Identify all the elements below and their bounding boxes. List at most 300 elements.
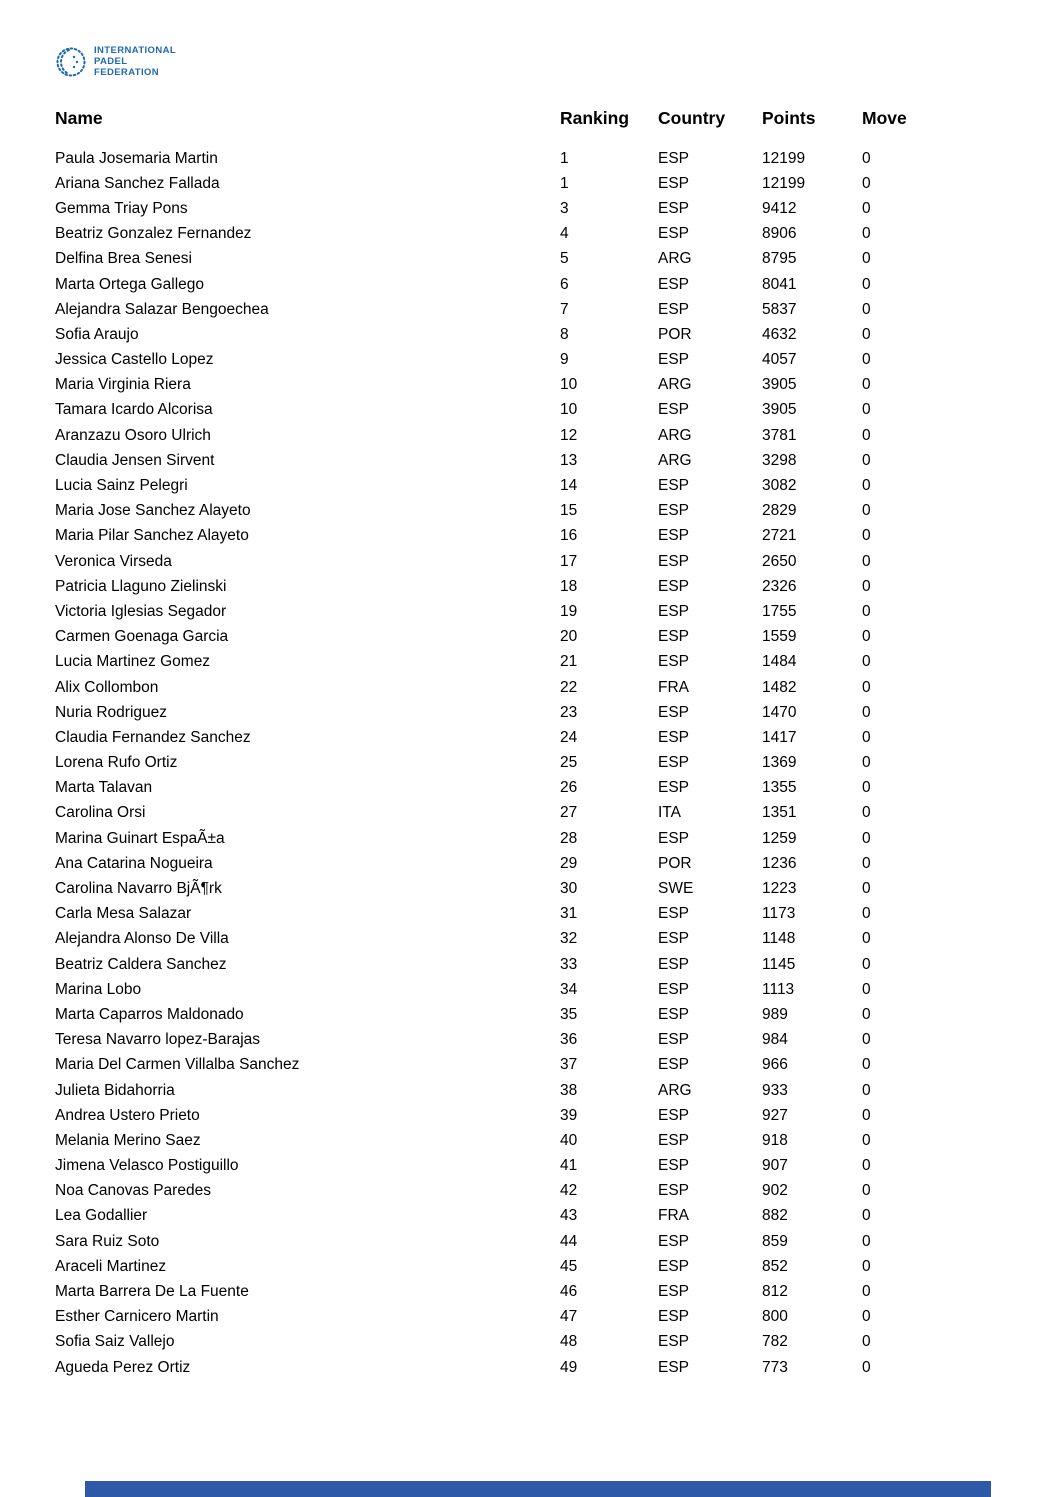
table-row: [55, 1229, 1005, 1254]
table-header-row: [55, 108, 1005, 146]
cell-country: ESP: [658, 1257, 690, 1275]
padel-ball-icon: [55, 46, 87, 78]
cell-country: ESP: [658, 552, 690, 570]
cell-move: 0: [862, 577, 871, 595]
cell-country: ESP: [658, 401, 690, 419]
cell-country: ARG: [658, 426, 692, 444]
cell-name: Sara Ruiz Soto: [55, 1232, 160, 1250]
cell-points: 1236: [762, 854, 797, 872]
cell-move: 0: [862, 678, 871, 696]
table-row: [55, 348, 1005, 373]
cell-name: Maria Jose Sanchez Alayeto: [55, 502, 251, 520]
cell-country: ARG: [658, 451, 692, 469]
cell-name: Esther Carnicero Martin: [55, 1308, 219, 1326]
cell-name: Carla Mesa Salazar: [55, 905, 192, 923]
cell-name: Carolina Orsi: [55, 804, 146, 822]
cell-name: Beatriz Gonzalez Fernandez: [55, 225, 252, 243]
cell-points: 4057: [762, 351, 797, 369]
cell-points: 1148: [762, 930, 796, 948]
cell-points: 1145: [762, 955, 796, 973]
cell-ranking: 20: [560, 628, 578, 646]
header-name: Name: [55, 108, 103, 128]
table-row: [55, 146, 1005, 171]
table-row: [55, 650, 1005, 675]
cell-ranking: 12: [560, 426, 578, 444]
cell-country: ESP: [658, 1106, 690, 1124]
cell-points: 5837: [762, 300, 797, 318]
cell-points: 882: [762, 1207, 788, 1225]
cell-move: 0: [862, 880, 871, 898]
cell-points: 12199: [762, 174, 806, 192]
table-row: [55, 1254, 1005, 1279]
table-row: [55, 499, 1005, 524]
cell-country: POR: [658, 325, 692, 343]
cell-ranking: 25: [560, 754, 578, 772]
cell-name: Victoria Iglesias Segador: [55, 602, 227, 620]
table-row: [55, 1355, 1005, 1380]
cell-country: ESP: [658, 905, 690, 923]
cell-move: 0: [862, 1031, 871, 1049]
cell-points: 1173: [762, 905, 796, 923]
cell-points: 1470: [762, 703, 797, 721]
cell-ranking: 34: [560, 980, 578, 998]
cell-ranking: 1: [560, 149, 569, 167]
cell-country: ESP: [658, 527, 690, 545]
cell-ranking: 43: [560, 1207, 578, 1225]
cell-name: Jessica Castello Lopez: [55, 351, 214, 369]
cell-move: 0: [862, 728, 871, 746]
cell-ranking: 39: [560, 1106, 578, 1124]
cell-ranking: 32: [560, 930, 578, 948]
cell-country: ARG: [658, 376, 692, 394]
cell-country: ESP: [658, 602, 690, 620]
cell-name: Alix Collombon: [55, 678, 159, 696]
cell-name: Beatriz Caldera Sanchez: [55, 955, 227, 973]
cell-name: Julieta Bidahorria: [55, 1081, 175, 1099]
cell-move: 0: [862, 401, 871, 419]
cell-ranking: 40: [560, 1131, 578, 1149]
cell-name: Marta Talavan: [55, 779, 153, 797]
cell-ranking: 18: [560, 577, 578, 595]
cell-name: Maria Virginia Riera: [55, 376, 191, 394]
table-row: [55, 876, 1005, 901]
cell-points: 907: [762, 1157, 788, 1175]
cell-name: Claudia Jensen Sirvent: [55, 451, 215, 469]
cell-move: 0: [862, 905, 871, 923]
table-row: [55, 625, 1005, 650]
cell-move: 0: [862, 703, 871, 721]
table-body: [55, 146, 1005, 1380]
cell-ranking: 17: [560, 552, 578, 570]
cell-name: Agueda Perez Ortiz: [55, 1358, 191, 1376]
cell-points: 3905: [762, 401, 797, 419]
table-row: [55, 524, 1005, 549]
cell-country: ESP: [658, 1182, 690, 1200]
cell-name: Claudia Fernandez Sanchez: [55, 728, 251, 746]
cell-points: 2721: [762, 527, 797, 545]
cell-points: 3298: [762, 451, 797, 469]
cell-name: Aranzazu Osoro Ulrich: [55, 426, 211, 444]
cell-name: Alejandra Alonso De Villa: [55, 930, 229, 948]
cell-move: 0: [862, 149, 871, 167]
table-row: [55, 196, 1005, 221]
cell-ranking: 31: [560, 905, 578, 923]
cell-country: ESP: [658, 577, 690, 595]
cell-ranking: 26: [560, 779, 578, 797]
cell-ranking: 4: [560, 225, 569, 243]
cell-country: ESP: [658, 1358, 690, 1376]
cell-country: ESP: [658, 351, 690, 369]
cell-ranking: 15: [560, 502, 578, 520]
cell-country: ESP: [658, 930, 690, 948]
cell-ranking: 19: [560, 602, 578, 620]
cell-ranking: 3: [560, 199, 569, 217]
cell-name: Maria Pilar Sanchez Alayeto: [55, 527, 249, 545]
cell-move: 0: [862, 174, 871, 192]
cell-country: ESP: [658, 1232, 690, 1250]
cell-points: 812: [762, 1283, 788, 1301]
cell-name: Veronica Virseda: [55, 552, 172, 570]
cell-name: Nuria Rodriguez: [55, 703, 167, 721]
cell-name: Melania Merino Saez: [55, 1131, 201, 1149]
cell-points: 12199: [762, 149, 806, 167]
ipf-logo: [55, 45, 1058, 78]
cell-name: Carmen Goenaga Garcia: [55, 628, 229, 646]
cell-country: ESP: [658, 225, 690, 243]
cell-country: FRA: [658, 678, 689, 696]
logo-line-2: PADEL: [94, 56, 128, 67]
cell-points: 1482: [762, 678, 797, 696]
cell-ranking: 44: [560, 1232, 578, 1250]
cell-move: 0: [862, 930, 871, 948]
cell-ranking: 27: [560, 804, 578, 822]
cell-points: 2829: [762, 502, 797, 520]
cell-points: 927: [762, 1106, 788, 1124]
cell-move: 0: [862, 1056, 871, 1074]
cell-country: ESP: [658, 1056, 690, 1074]
cell-points: 902: [762, 1182, 788, 1200]
cell-name: Marta Caparros Maldonado: [55, 1005, 244, 1023]
cell-country: ITA: [658, 804, 681, 822]
table-row: [55, 776, 1005, 801]
cell-country: ESP: [658, 829, 690, 847]
table-row: [55, 1204, 1005, 1229]
cell-points: 984: [762, 1031, 788, 1049]
cell-country: ESP: [658, 174, 690, 192]
cell-move: 0: [862, 955, 871, 973]
ipf-logo-text: [94, 45, 176, 78]
cell-ranking: 7: [560, 300, 569, 318]
header-country: Country: [658, 108, 726, 128]
cell-points: 773: [762, 1358, 788, 1376]
table-row: [55, 448, 1005, 473]
cell-country: FRA: [658, 1207, 689, 1225]
table-row: [55, 1002, 1005, 1027]
cell-country: ESP: [658, 1031, 690, 1049]
cell-ranking: 47: [560, 1308, 578, 1326]
cell-country: ESP: [658, 653, 690, 671]
cell-country: ESP: [658, 1131, 690, 1149]
cell-name: Marta Ortega Gallego: [55, 275, 205, 293]
cell-move: 0: [862, 1283, 871, 1301]
table-row: [55, 801, 1005, 826]
cell-ranking: 30: [560, 880, 578, 898]
cell-ranking: 33: [560, 955, 578, 973]
header-move: Move: [862, 108, 907, 128]
cell-move: 0: [862, 1106, 871, 1124]
table-row: [55, 1305, 1005, 1330]
cell-move: 0: [862, 1081, 871, 1099]
table-row: [55, 1330, 1005, 1355]
table-row: [55, 574, 1005, 599]
cell-name: Gemma Triay Pons: [55, 199, 188, 217]
cell-ranking: 23: [560, 703, 578, 721]
cell-ranking: 22: [560, 678, 578, 696]
cell-points: 1259: [762, 829, 797, 847]
cell-move: 0: [862, 451, 871, 469]
cell-ranking: 36: [560, 1031, 578, 1049]
table-row: [55, 977, 1005, 1002]
table-row: [55, 1128, 1005, 1153]
cell-move: 0: [862, 854, 871, 872]
cell-move: 0: [862, 653, 871, 671]
cell-points: 8041: [762, 275, 797, 293]
cell-country: SWE: [658, 880, 694, 898]
cell-country: ESP: [658, 149, 690, 167]
table-row: [55, 373, 1005, 398]
cell-country: ESP: [658, 199, 690, 217]
cell-country: ESP: [658, 1333, 690, 1351]
cell-ranking: 41: [560, 1157, 578, 1175]
cell-ranking: 10: [560, 401, 578, 419]
cell-name: Patricia Llaguno Zielinski: [55, 577, 227, 595]
cell-move: 0: [862, 502, 871, 520]
cell-ranking: 48: [560, 1333, 578, 1351]
cell-name: Teresa Navarro lopez-Barajas: [55, 1031, 261, 1049]
table-row: [55, 297, 1005, 322]
cell-ranking: 10: [560, 376, 578, 394]
cell-points: 989: [762, 1005, 788, 1023]
table-row: [55, 851, 1005, 876]
cell-points: 1755: [762, 602, 797, 620]
table-row: [55, 549, 1005, 574]
cell-move: 0: [862, 1131, 871, 1149]
cell-name: Araceli Martinez: [55, 1257, 167, 1275]
table-row: [55, 725, 1005, 750]
cell-move: 0: [862, 980, 871, 998]
cell-country: ESP: [658, 275, 690, 293]
cell-name: Jimena Velasco Postiguillo: [55, 1157, 239, 1175]
cell-points: 3781: [762, 426, 797, 444]
cell-ranking: 35: [560, 1005, 578, 1023]
cell-points: 1417: [762, 728, 797, 746]
cell-country: ESP: [658, 754, 690, 772]
table-row: [55, 952, 1005, 977]
cell-move: 0: [862, 477, 871, 495]
cell-name: Carolina Navarro BjÃ¶rk: [55, 880, 222, 898]
header-ranking: Ranking: [560, 108, 630, 128]
cell-points: 1355: [762, 779, 797, 797]
table-row: [55, 222, 1005, 247]
cell-points: 1113: [762, 980, 795, 998]
cell-move: 0: [862, 376, 871, 394]
cell-move: 0: [862, 1207, 871, 1225]
table-row: [55, 1078, 1005, 1103]
cell-points: 966: [762, 1056, 788, 1074]
table-row: [55, 423, 1005, 448]
cell-ranking: 16: [560, 527, 578, 545]
cell-country: ESP: [658, 502, 690, 520]
table-row: [55, 826, 1005, 851]
cell-country: ESP: [658, 728, 690, 746]
cell-ranking: 45: [560, 1257, 578, 1275]
cell-country: ESP: [658, 980, 690, 998]
cell-name: Sofia Araujo: [55, 325, 139, 343]
cell-country: ARG: [658, 250, 692, 268]
cell-country: ESP: [658, 628, 690, 646]
table-row: [55, 1103, 1005, 1128]
cell-name: Ana Catarina Nogueira: [55, 854, 213, 872]
cell-name: Lorena Rufo Ortiz: [55, 754, 178, 772]
table-row: [55, 927, 1005, 952]
cell-move: 0: [862, 602, 871, 620]
cell-move: 0: [862, 426, 871, 444]
cell-points: 8906: [762, 225, 797, 243]
cell-country: ESP: [658, 955, 690, 973]
table-row: [55, 171, 1005, 196]
table-row: [55, 700, 1005, 725]
table-row: [55, 751, 1005, 776]
cell-move: 0: [862, 225, 871, 243]
table-row: [55, 398, 1005, 423]
cell-points: 1369: [762, 754, 797, 772]
cell-points: 782: [762, 1333, 788, 1351]
cell-ranking: 46: [560, 1283, 578, 1301]
cell-ranking: 9: [560, 351, 569, 369]
footer-bar: [85, 1481, 991, 1497]
cell-country: ESP: [658, 1157, 690, 1175]
cell-points: 800: [762, 1308, 788, 1326]
cell-country: POR: [658, 854, 692, 872]
cell-name: Delfina Brea Senesi: [55, 250, 192, 268]
cell-ranking: 5: [560, 250, 569, 268]
cell-move: 0: [862, 552, 871, 570]
table-row: [55, 675, 1005, 700]
cell-name: Marina Guinart EspaÃ±a: [55, 829, 225, 847]
table-row: [55, 1053, 1005, 1078]
table-row: [55, 1179, 1005, 1204]
cell-move: 0: [862, 300, 871, 318]
cell-ranking: 28: [560, 829, 578, 847]
cell-name: Paula Josemaria Martin: [55, 149, 218, 167]
table-row: [55, 322, 1005, 347]
cell-points: 918: [762, 1131, 788, 1149]
cell-points: 9412: [762, 199, 797, 217]
cell-points: 1559: [762, 628, 797, 646]
cell-points: 933: [762, 1081, 788, 1099]
cell-move: 0: [862, 779, 871, 797]
cell-move: 0: [862, 351, 871, 369]
table-row: [55, 599, 1005, 624]
table-row: [55, 1279, 1005, 1304]
cell-ranking: 1: [560, 174, 569, 192]
cell-move: 0: [862, 1157, 871, 1175]
rankings-table: [55, 108, 1005, 1380]
cell-points: 2650: [762, 552, 797, 570]
table-row: [55, 1028, 1005, 1053]
cell-name: Lucia Sainz Pelegri: [55, 477, 188, 495]
table-row: [55, 1154, 1005, 1179]
cell-ranking: 13: [560, 451, 578, 469]
logo-line-1: INTERNATIONAL: [94, 45, 177, 56]
cell-move: 0: [862, 1005, 871, 1023]
cell-ranking: 14: [560, 477, 578, 495]
cell-ranking: 49: [560, 1358, 578, 1376]
cell-ranking: 42: [560, 1182, 578, 1200]
cell-move: 0: [862, 250, 871, 268]
cell-move: 0: [862, 628, 871, 646]
cell-country: ESP: [658, 1005, 690, 1023]
cell-name: Sofia Saiz Vallejo: [55, 1333, 175, 1351]
cell-country: ESP: [658, 703, 690, 721]
cell-move: 0: [862, 1182, 871, 1200]
cell-move: 0: [862, 275, 871, 293]
cell-country: ESP: [658, 477, 690, 495]
logo-line-3: FEDERATION: [94, 67, 160, 78]
cell-points: 8795: [762, 250, 797, 268]
cell-points: 852: [762, 1257, 788, 1275]
cell-name: Marta Barrera De La Fuente: [55, 1283, 249, 1301]
cell-name: Alejandra Salazar Bengoechea: [55, 300, 269, 318]
cell-ranking: 6: [560, 275, 569, 293]
cell-points: 3905: [762, 376, 797, 394]
cell-move: 0: [862, 527, 871, 545]
cell-points: 1223: [762, 880, 797, 898]
cell-name: Maria Del Carmen Villalba Sanchez: [55, 1056, 300, 1074]
cell-points: 2326: [762, 577, 797, 595]
cell-move: 0: [862, 1308, 871, 1326]
cell-name: Lea Godallier: [55, 1207, 148, 1225]
cell-ranking: 37: [560, 1056, 578, 1074]
cell-move: 0: [862, 804, 871, 822]
cell-name: Andrea Ustero Prieto: [55, 1106, 200, 1124]
cell-name: Lucia Martinez Gomez: [55, 653, 211, 671]
cell-country: ARG: [658, 1081, 692, 1099]
cell-country: ESP: [658, 300, 690, 318]
cell-points: 3082: [762, 477, 797, 495]
cell-ranking: 38: [560, 1081, 578, 1099]
cell-move: 0: [862, 325, 871, 343]
table-row: [55, 247, 1005, 272]
header-points: Points: [762, 108, 816, 128]
cell-points: 859: [762, 1232, 788, 1250]
cell-country: ESP: [658, 779, 690, 797]
cell-ranking: 24: [560, 728, 578, 746]
table-row: [55, 473, 1005, 498]
cell-name: Marina Lobo: [55, 980, 142, 998]
cell-move: 0: [862, 199, 871, 217]
cell-points: 4632: [762, 325, 797, 343]
cell-name: Ariana Sanchez Fallada: [55, 174, 220, 192]
cell-move: 0: [862, 1358, 871, 1376]
cell-ranking: 8: [560, 325, 569, 343]
cell-name: Tamara Icardo Alcorisa: [55, 401, 213, 419]
cell-country: ESP: [658, 1308, 690, 1326]
cell-ranking: 29: [560, 854, 578, 872]
cell-points: 1484: [762, 653, 797, 671]
table-row: [55, 902, 1005, 927]
cell-move: 0: [862, 1257, 871, 1275]
